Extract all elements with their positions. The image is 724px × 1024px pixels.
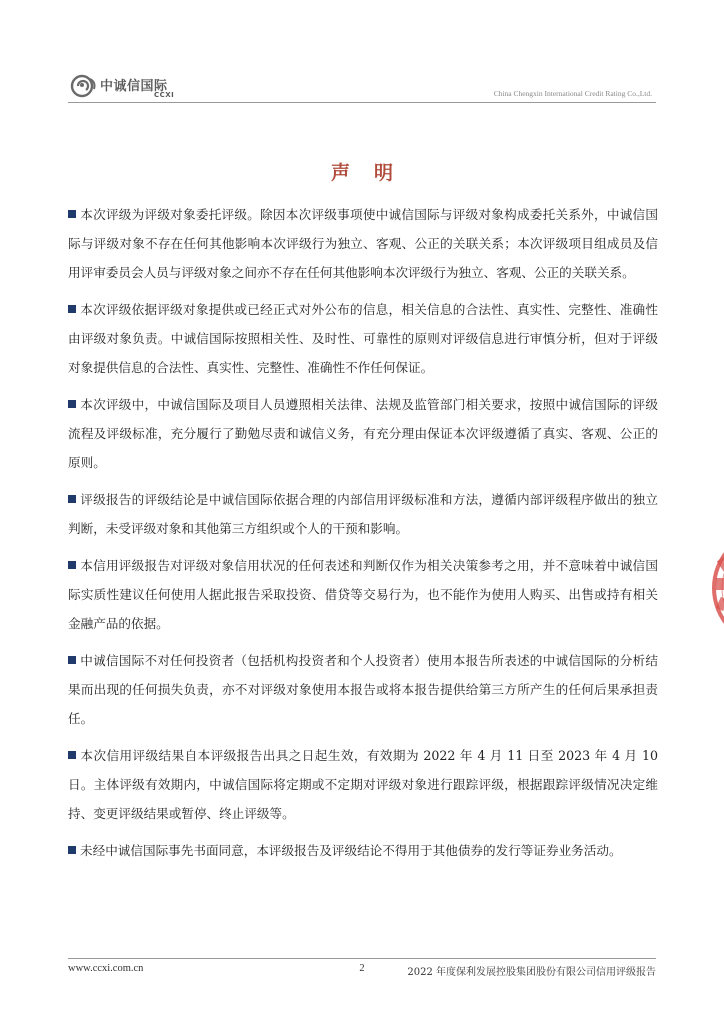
paragraph-text: 本次评级为评级对象委托评级。除因本次评级事项使中诚信国际与评级对象构成委托关系外，中诚信国际与评级对象不存在任何其他影响本次评级行为独立、客观、公正的关联关系；本次评级项目组成员及信用评审委员会人员与评级对象之间亦不存在任何其他影响本次评级行为独立、客观、公正的关联关系。 [68, 207, 658, 280]
square-bullet-icon [68, 210, 76, 218]
paragraph [68, 390, 658, 477]
paragraph [68, 551, 658, 638]
square-bullet-icon [68, 751, 76, 759]
logo-text-en: CCXI [154, 91, 175, 99]
page-header [68, 70, 656, 104]
paragraph [68, 836, 658, 865]
paragraph [68, 741, 658, 828]
header-divider [68, 102, 656, 103]
paragraph-text: 评级报告的评级结论是中诚信国际依据合理的内部信用评级标准和方法，遵循内部评级程序做出的独立判断，未受评级对象和其他第三方组织或个人的干预和影响。 [68, 492, 658, 536]
seal-icon [706, 518, 724, 658]
paragraph-text: 本次评级中，中诚信国际及项目人员遵照相关法律、法规及监管部门相关要求，按照中诚信国际的评级流程及评级标准，充分履行了勤勉尽责和诚信义务，有充分理由保证本次评级遵循了真实、客观、公正的原则。 [68, 397, 658, 470]
ccxi-logo [68, 70, 178, 102]
footer-website: www.ccxi.com.cn [68, 963, 144, 974]
paragraph [68, 646, 658, 733]
logo-text-cn: 中诚信国际 [100, 79, 168, 94]
paragraph-text: 中诚信国际不对任何投资者（包括机构投资者和个人投资者）使用本报告所表述的中诚信国际的分析结果而出现的任何损失负责，亦不对评级对象使用本报告或将本报告提供给第三方所产生的任何后果承担责任。 [68, 653, 658, 726]
square-bullet-icon [68, 305, 76, 313]
square-bullet-icon [68, 400, 76, 408]
paragraph [68, 200, 658, 287]
footer-divider [68, 958, 656, 959]
paragraph [68, 295, 658, 382]
footer-report-title: 2022 年度保利发展控股集团股份有限公司信用评级报告 [407, 967, 656, 978]
square-bullet-icon [68, 656, 76, 664]
page-number: 2 [359, 963, 365, 974]
page-title: 声明 [330, 162, 417, 184]
square-bullet-icon [68, 846, 76, 854]
declaration-body [68, 200, 658, 873]
paragraph-text: 本信用评级报告对评级对象信用状况的任何表述和判断仅作为相关决策参考之用，并不意味着中诚信国际实质性建议任何使用人据此报告采取投资、借贷等交易行为，也不能作为使用人购买、出售或持有相关金融产品的依据。 [68, 558, 658, 631]
paragraph-text: 本次评级依据评级对象提供或已经正式对外公布的信息，相关信息的合法性、真实性、完整性、准确性由评级对象负责。中诚信国际按照相关性、及时性、可靠性的原则对评级信息进行审慎分析，但对于评级对象提供信息的合法性、真实性、完整性、准确性不作任何保证。 [68, 302, 658, 375]
paragraph-text: 本次信用评级结果自本评级报告出具之日起生效，有效期为 2022 年 4 月 11 日至 2023 年 4 月 10 日。主体评级有效期内，中诚信国际将定期或不定期对评级对象进行跟踪评级，根据跟踪评级情况决定维持、变更评级结果或暂停、终止评级等。 [68, 748, 658, 821]
paragraph-text: 未经中诚信国际事先书面同意，本评级报告及评级结论不得用于其他债券的发行等证券业务活动。 [80, 843, 622, 858]
company-name-en: China Chengxin International Credit Rating Co.,Ltd. [493, 89, 652, 98]
company-seal-stamp [706, 518, 724, 658]
ccxi-logo-icon [68, 70, 100, 102]
paragraph [68, 485, 658, 543]
square-bullet-icon [68, 561, 76, 569]
square-bullet-icon [68, 495, 76, 503]
